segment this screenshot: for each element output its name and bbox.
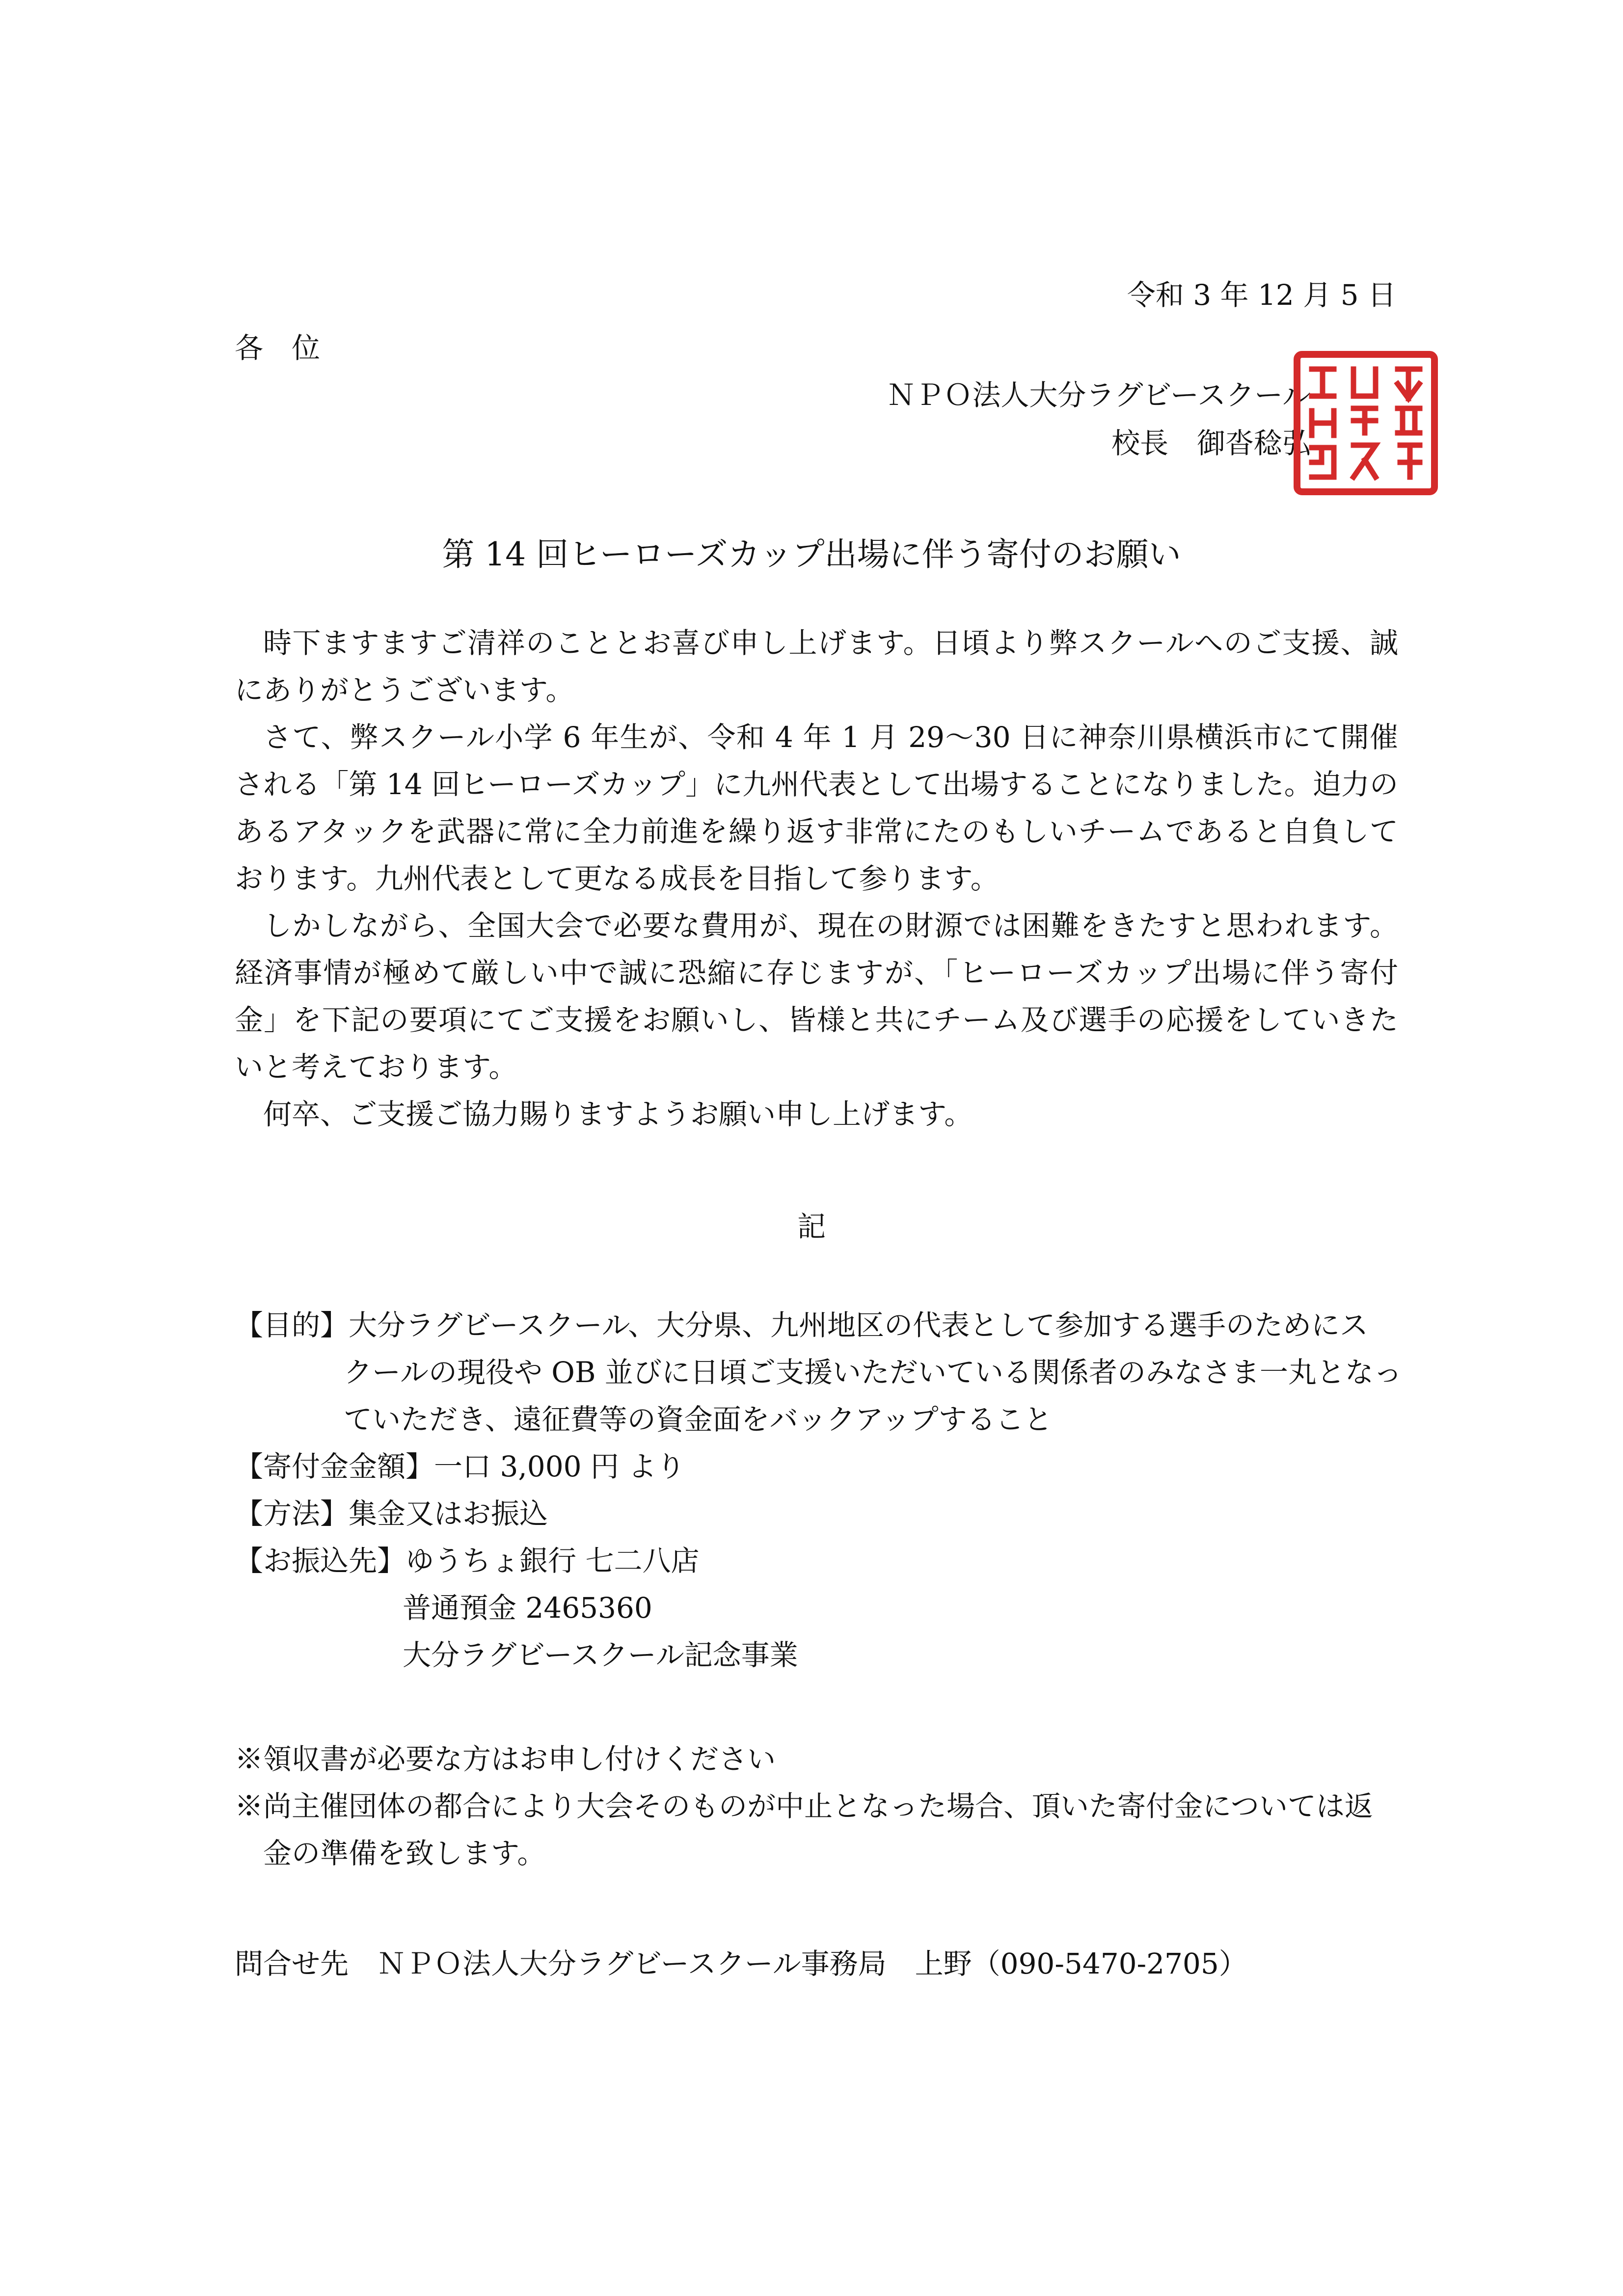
amount-item — [235, 1443, 1403, 1490]
note-refund-line-1: ※尚主催団体の都合により大会そのものが中止となった場合、頂いた寄付金については返 — [235, 1789, 1373, 1823]
document-title: 第 14 回ヒーローズカップ出場に伴う寄付のお願い — [442, 535, 1181, 573]
ki-heading: 記 — [797, 1210, 826, 1243]
addressee: 各位 — [235, 331, 349, 365]
body-paragraph-1: 時下ますますご清祥のこととお喜び申し上げます。日頃より弊スクールへのご支援、誠にありがとうございます。 — [235, 626, 1398, 707]
purpose-item — [235, 1302, 1403, 1349]
transfer-account-name: 大分ラグビースクール記念事業 — [403, 1638, 798, 1672]
principal-name: 校長 御沓稔弘 — [1111, 427, 1311, 460]
amount-value: 一口 3,000 円 より — [434, 1450, 685, 1483]
transfer-item — [235, 1537, 1403, 1584]
purpose-line-1: 大分ラグビースクール、大分県、九州地区の代表として参加する選手のためにス — [349, 1308, 1368, 1342]
note-refund-line-2: 金の準備を致します。 — [263, 1837, 546, 1870]
letter-body — [235, 619, 1398, 1138]
purpose-line-3: ていただき、遠征費等の資金面をバックアップすること — [344, 1403, 1053, 1436]
purpose-label: 【目的】 — [235, 1308, 349, 1342]
organization-name: ＮＰＯ法人大分ラグビースクール — [887, 378, 1311, 412]
body-paragraph-3: しかしながら、全国大会で必要な費用が、現在の財源では困難をきたすと思われます。経済事情が極めて厳しい中で誠に恐縮に存じますが、「ヒーローズカップ出場に伴う寄付金」を下記の要項にてご支援をお願いし、皆様と共にチーム及び選手の応援をしていきたいと考えております。 — [235, 909, 1398, 1084]
amount-label: 【寄付金金額】 — [235, 1450, 434, 1483]
organization-seal-stamp — [1292, 349, 1439, 497]
contact-info: 問合せ先 ＮＰＯ法人大分ラグビースクール事務局 上野（090-5470-2705） — [235, 1947, 1247, 1980]
document-date: 令和 3 年 12 月 5 日 — [1127, 278, 1396, 312]
transfer-label: 【お振込先】 — [235, 1544, 406, 1577]
method-label: 【方法】 — [235, 1497, 349, 1530]
note-receipt: ※領収書が必要な方はお申し付けください — [235, 1742, 776, 1776]
method-item — [235, 1490, 1403, 1537]
body-paragraph-4: 何卒、ご支援ご協力賜りますようお願い申し上げます。 — [263, 1097, 973, 1131]
body-paragraph-2: さて、弊スクール小学 6 年生が、令和 4 年 1 月 29～30 日に神奈川県横浜市にて開催される「第 14 回ヒーローズカップ」に九州代表として出場することになりました。迫力のあるアタックを武器に常に全力前進を繰り返す非常にたのもしいチームであると自負しております。九州代表として更なる成長を目指して参ります。 — [235, 721, 1398, 895]
notes — [235, 1735, 1403, 1877]
transfer-bank: ゆうちょ銀行 七二八店 — [406, 1544, 700, 1577]
donation-details — [235, 1302, 1403, 1679]
method-value: 集金又はお振込 — [349, 1497, 548, 1530]
transfer-account: 普通預金 2465360 — [403, 1591, 652, 1625]
purpose-line-2: クールの現役や OB 並びに日頃ご支援いただいている関係者のみなさま一丸となっ — [344, 1356, 1402, 1389]
